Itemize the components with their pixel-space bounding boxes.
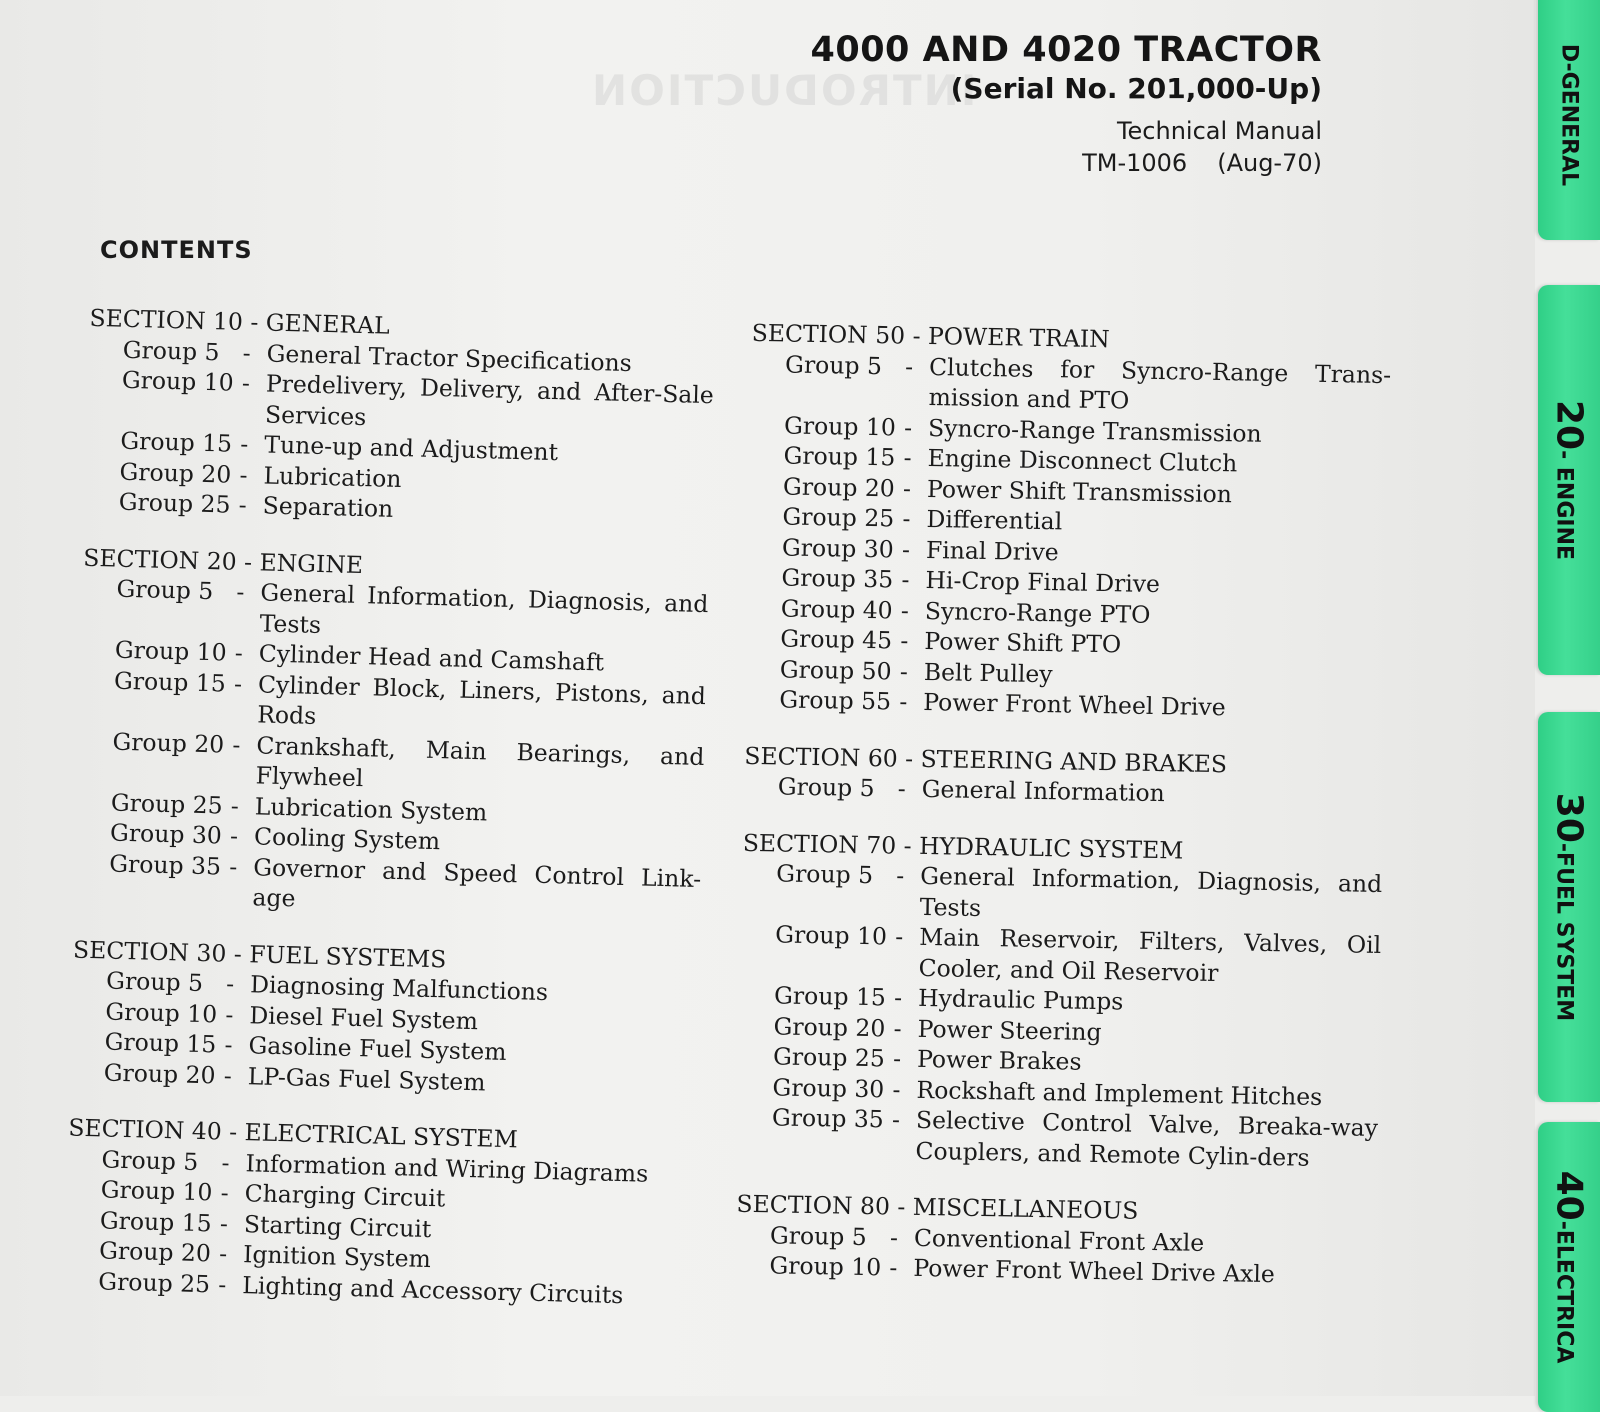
tab-general[interactable]	[1538, 0, 1600, 240]
section-70	[743, 827, 1383, 1174]
group-text: Information and Wiring Diagrams	[245, 1148, 649, 1188]
group-label: Group 5	[105, 966, 204, 998]
group-entry: Group 35 - Hi-Crop Final Drive	[753, 562, 1387, 604]
group-entry: Group 20 - Crankshaft, Main Bearings, and Flywheel	[83, 725, 704, 802]
group-entry: Group 25 - Lubrication System	[83, 786, 704, 833]
group-entry: Group 25 - Lighting and Accessory Circuits	[70, 1265, 691, 1312]
group-entry: Group 25 - Separation	[90, 486, 711, 533]
group-entry: Group 15 - Cylinder Block, Liners, Pistons, and Rods	[85, 664, 706, 741]
group-label: Group 10	[105, 996, 218, 1028]
group-entry: Group 15 - Gasoline Fuel System	[76, 1026, 697, 1073]
tab-label: D-GENERAL	[1556, 43, 1582, 187]
section-50	[751, 318, 1392, 726]
group-text: Hi-Crop Final Drive	[925, 565, 1161, 599]
group-label: Group 5	[776, 859, 874, 890]
group-text: Hydraulic Pumps	[917, 983, 1124, 1016]
group-text: Charging Circuit	[244, 1179, 446, 1213]
group-entry: Group 10 - Power Front Wheel Drive Axle	[741, 1250, 1375, 1292]
group-label: Group 20	[119, 457, 232, 489]
group-entry: Group 30 - Rockshaft and Implement Hitches	[744, 1071, 1378, 1113]
group-text: Belt Pulley	[923, 657, 1053, 688]
group-entry: Group 30 - Final Drive	[754, 531, 1388, 573]
group-label: Group 5	[784, 349, 883, 380]
group-entry: Group 45 - Power Shift PTO	[752, 623, 1386, 665]
group-label: Group 35	[781, 563, 894, 594]
group-entry: Group 10 - Predelivery, Delivery, and After-Sale Services	[93, 364, 714, 441]
group-label: Group 10	[783, 410, 897, 441]
group-label: Group 35	[771, 1103, 884, 1134]
section-title: SECTION 80 - MISCELLANEOUS	[736, 1189, 1139, 1225]
group-text: Differential	[926, 504, 1063, 536]
manual-type: Technical Manual	[1116, 117, 1322, 145]
group-label: Group 10	[121, 365, 235, 397]
group-entry: Group 5 - Information and Wiring Diagrams	[73, 1143, 694, 1190]
group-text: Lubrication System	[254, 791, 488, 826]
group-entry: Group 5 - Diagnosing Malfunctions	[78, 965, 699, 1012]
group-label: Group 10	[769, 1251, 882, 1282]
group-entry: Group 20 - Power Shift Transmission	[755, 470, 1389, 512]
group-entry: Group 40 - Syncro-Range PTO	[753, 592, 1387, 634]
group-label: Group 25	[118, 487, 231, 519]
section-title: SECTION 30 - FUEL SYSTEMS	[72, 935, 447, 973]
group-text: Starting Circuit	[243, 1209, 432, 1243]
group-entry: Group 20 - Power Steering	[745, 1010, 1379, 1052]
group-label: Group 55	[779, 685, 892, 716]
group-label: Group 5	[116, 574, 214, 606]
section-80	[736, 1189, 1377, 1292]
group-text: Final Drive	[925, 535, 1059, 566]
group-text: Power Front Wheel Drive	[923, 687, 1226, 722]
group-text: Conventional Front Axle	[913, 1223, 1205, 1257]
section-title: SECTION 40 - ELECTRICAL SYSTEM	[68, 1113, 519, 1154]
contents-heading: CONTENTS	[100, 236, 253, 264]
group-text: Predelivery, Delivery, and After-Sale Services	[264, 369, 715, 431]
group-text: General Information, Diagnosis, and Tests	[259, 578, 709, 639]
group-text: Diesel Fuel System	[249, 1000, 479, 1035]
manual-code-line	[811, 149, 1323, 177]
group-entry: Group 10 - Diesel Fuel System	[77, 995, 698, 1042]
group-entry: Group 50 - Belt Pulley	[752, 653, 1386, 695]
section-30	[72, 934, 699, 1103]
group-label: Group 5	[101, 1144, 199, 1176]
group-text: General Information	[921, 774, 1166, 808]
group-label: Group 35	[108, 849, 222, 880]
group-text: Syncro-Range Transmission	[927, 413, 1262, 448]
group-label: Group 5	[777, 772, 875, 803]
group-text: Power Shift PTO	[924, 626, 1122, 659]
group-entry: Group 10 - Main Reservoir, Filters, Valves, Oil Cooler, and Oil Reservoir	[746, 919, 1381, 991]
tab-label: 40-ELECTRICA	[1548, 1170, 1590, 1364]
section-tabs	[1530, 0, 1600, 1396]
group-text: General Tractor Specifications	[266, 338, 633, 377]
group-text: Power Steering	[917, 1014, 1102, 1046]
section-title: SECTION 10 - GENERAL	[89, 303, 391, 340]
group-entry: Group 30 - Cooling System	[82, 817, 703, 864]
group-text: Selective Control Valve, Breaka-way Couplers, and Remote Cylin-ders	[915, 1105, 1379, 1172]
section-60	[744, 740, 1385, 812]
group-entry: Group 55 - Power Front Wheel Drive	[751, 684, 1385, 726]
group-label: Group 25	[772, 1042, 886, 1073]
tab-engine[interactable]	[1538, 285, 1600, 675]
group-label: Group 20	[782, 471, 896, 502]
group-label: Group 15	[99, 1205, 213, 1237]
group-entry: Group 5 - Clutches for Syncro-Range Trans-mission and PTO	[756, 348, 1391, 420]
group-label: Group 20	[112, 727, 225, 759]
group-entry: Group 35 - Selective Control Valve, Breaka-way Couplers, and Remote Cylin-ders	[743, 1102, 1378, 1174]
contents-column-right	[736, 318, 1392, 1317]
group-entry: Group 5 - General Information, Diagnosis, and Tests	[87, 573, 708, 650]
group-label: Group 15	[120, 426, 233, 458]
group-entry: Group 10 - Charging Circuit	[72, 1174, 693, 1221]
group-label: Group 15	[104, 1027, 217, 1059]
group-label: Group 10	[775, 920, 888, 951]
group-text: Ignition System	[242, 1240, 432, 1274]
group-entry: Group 5 - General Information, Diagnosis, and Tests	[748, 858, 1383, 930]
group-entry: Group 20 - Lubrication	[91, 455, 712, 502]
group-label: Group 25	[98, 1266, 211, 1298]
group-entry: Group 25 - Differential	[754, 501, 1388, 543]
tab-label: 30-FUEL SYSTEM	[1548, 792, 1590, 1022]
group-text: Main Reservoir, Filters, Valves, Oil Cooler, and Oil Reservoir	[918, 922, 1382, 987]
group-text: Rockshaft and Implement Hitches	[916, 1075, 1323, 1111]
section-20	[80, 542, 709, 924]
group-text: Crankshaft, Main Bearings, and Flywheel	[255, 730, 705, 793]
document-title: 4000 AND 4020 TRACTOR	[810, 30, 1322, 70]
group-text: Clutches for Syncro-Range Trans-mission and PTO	[928, 352, 1392, 415]
contents-column-left	[69, 303, 715, 1338]
group-entry: Group 35 - Governor and Speed Control Link-age	[80, 847, 701, 924]
group-entry: Group 25 - Power Brakes	[745, 1041, 1379, 1083]
group-text: Power Front Wheel Drive Axle	[913, 1253, 1276, 1289]
group-label: Group 20	[103, 1057, 216, 1089]
group-label: Group 15	[783, 441, 896, 472]
manual-date: (Aug-70)	[1217, 149, 1322, 177]
group-text: Diagnosing Malfunctions	[249, 970, 549, 1007]
group-label: Group 45	[780, 624, 893, 655]
section-title: SECTION 50 - POWER TRAIN	[751, 318, 1110, 354]
group-label: Group 20	[773, 1011, 886, 1042]
manual-code: TM-1006	[1082, 149, 1188, 177]
group-entry: Group 15 - Engine Disconnect Clutch	[755, 440, 1389, 482]
group-label: Group 50	[779, 654, 892, 685]
group-text: Governor and Speed Control Link-age	[252, 852, 702, 913]
document-header	[811, 30, 1323, 177]
group-text: Engine Disconnect Clutch	[927, 443, 1238, 478]
section-title: SECTION 20 - ENGINE	[82, 543, 364, 579]
section-40	[70, 1113, 695, 1312]
section-10	[90, 303, 715, 533]
group-label: Group 10	[100, 1175, 213, 1207]
group-text: Lighting and Accessory Circuits	[241, 1270, 624, 1309]
section-title: SECTION 60 - STEERING AND BRAKES	[744, 741, 1228, 778]
group-text: Lubrication	[263, 460, 402, 493]
group-label: Group 20	[98, 1236, 212, 1268]
group-entry: Group 5 - General Tractor Specifications	[94, 333, 715, 380]
group-text: General Information, Diagnosis, and Tests	[919, 861, 1383, 922]
group-text: Separation	[262, 491, 394, 523]
tab-label: 20- ENGINE	[1548, 399, 1590, 561]
section-title: SECTION 70 - HYDRAULIC SYSTEM	[742, 828, 1184, 865]
group-text: Cylinder Head and Camshaft	[258, 639, 605, 677]
group-label: Group 15	[113, 666, 227, 698]
group-entry: Group 15 - Starting Circuit	[72, 1204, 693, 1251]
group-label: Group 15	[773, 981, 887, 1012]
group-entry: Group 15 - Tune-up and Adjustment	[92, 425, 713, 472]
group-label: Group 5	[122, 335, 220, 366]
group-text: LP-Gas Fuel System	[247, 1061, 486, 1096]
group-text: Power Brakes	[916, 1044, 1082, 1076]
group-text: Power Shift Transmission	[926, 474, 1233, 508]
group-entry: Group 20 - LP-Gas Fuel System	[75, 1056, 696, 1103]
group-text: Tune-up and Adjustment	[263, 430, 559, 467]
bleed-through-heading: INTRODUCTION	[590, 66, 977, 115]
group-label: Group 40	[780, 593, 893, 624]
group-label: Group 25	[110, 788, 223, 819]
tab-fuel-system[interactable]	[1538, 712, 1600, 1102]
group-text: Cylinder Block, Liners, Pistons, and Rods	[256, 669, 707, 730]
group-text: Gasoline Fuel System	[248, 1031, 507, 1066]
group-entry: Group 5 - Conventional Front Axle	[742, 1219, 1376, 1261]
group-entry: Group 15 - Hydraulic Pumps	[746, 980, 1380, 1022]
group-entry: Group 10 - Cylinder Head and Camshaft	[87, 634, 708, 681]
group-label: Group 30	[772, 1072, 885, 1103]
group-text: Cooling System	[253, 822, 441, 856]
tab-electrical[interactable]	[1538, 1122, 1600, 1412]
serial-number: (Serial No. 201,000-Up)	[950, 72, 1322, 105]
group-label: Group 10	[114, 635, 227, 667]
group-entry: Group 10 - Syncro-Range Transmission	[756, 409, 1390, 451]
group-text: Syncro-Range PTO	[924, 596, 1151, 629]
group-label: Group 30	[781, 532, 894, 563]
group-entry: Group 5 - General Information	[750, 771, 1384, 813]
group-label: Group 30	[109, 818, 223, 850]
group-entry: Group 20 - Ignition System	[71, 1235, 692, 1282]
group-label: Group 25	[782, 502, 895, 533]
group-label: Group 5	[769, 1220, 867, 1251]
